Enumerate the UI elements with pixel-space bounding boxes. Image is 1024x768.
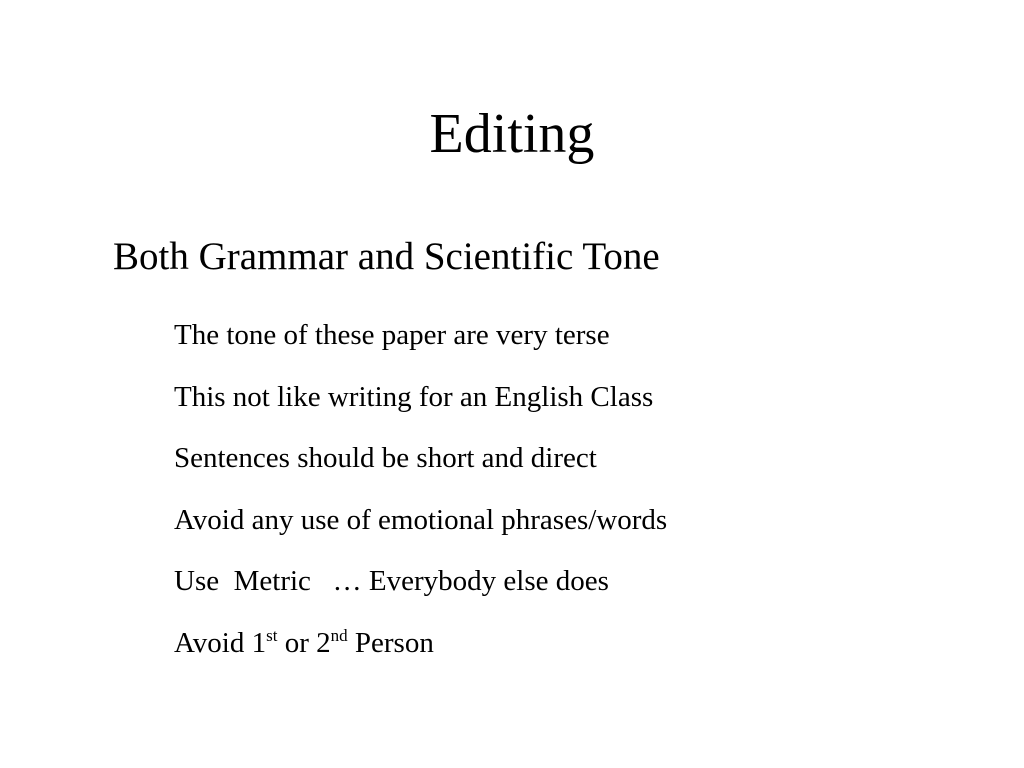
bullet-item: The tone of these paper are very terse	[174, 319, 610, 351]
slide-heading: Both Grammar and Scientific Tone	[113, 235, 660, 278]
bullet-text: or 2	[277, 626, 331, 659]
ordinal-suffix: nd	[330, 625, 348, 645]
bullet-item: This not like writing for an English Class	[174, 380, 654, 413]
bullet-item: Avoid any use of emotional phrases/words	[174, 503, 668, 536]
ordinal-suffix: st	[266, 625, 278, 645]
bullet-item-person	[174, 624, 667, 686]
slide-title: Editing	[429, 103, 595, 165]
bullet-list	[174, 316, 667, 685]
bullet-text: Person	[347, 626, 434, 659]
bullet-item: Sentences should be short and direct	[174, 442, 597, 474]
bullet-text: Avoid 1	[174, 626, 267, 659]
bullet-item: Use Metric … Everybody else does	[174, 565, 609, 597]
